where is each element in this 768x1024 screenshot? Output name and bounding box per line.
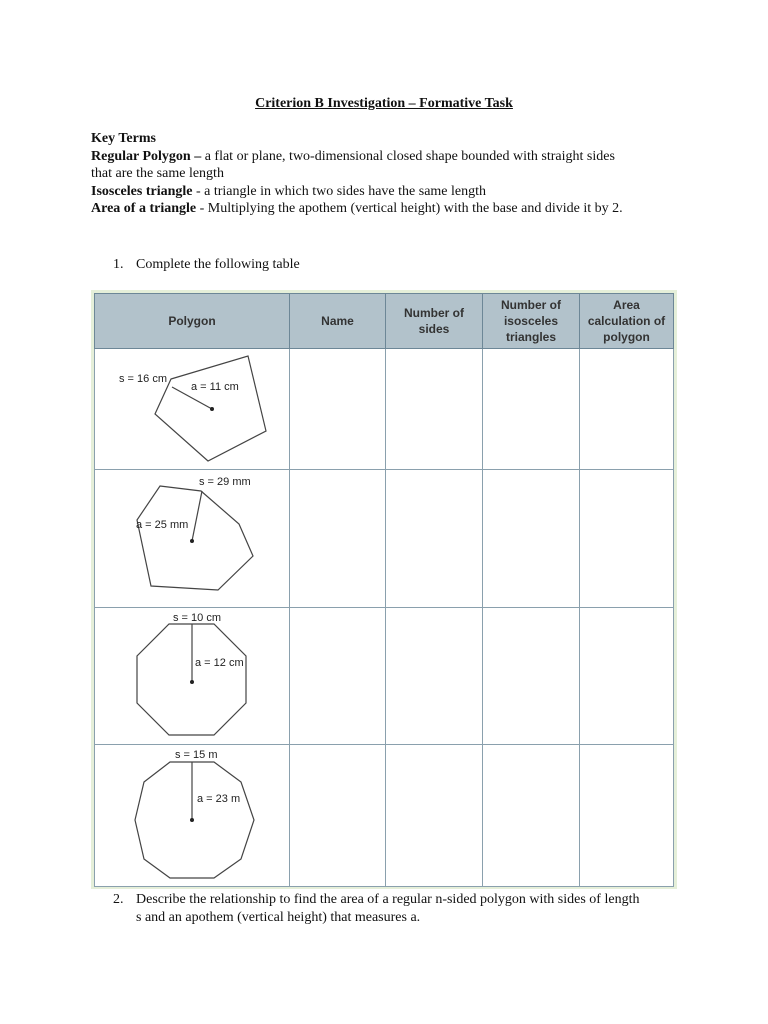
octagon-figure bbox=[95, 608, 289, 744]
question-2-line2: s and an apothem (vertical height) that measures a. bbox=[136, 909, 421, 925]
apothem-label: a = 23 m bbox=[197, 793, 241, 805]
side-label: s = 10 cm bbox=[173, 612, 221, 624]
sides-cell[interactable] bbox=[386, 349, 483, 470]
term-regular-polygon: Regular Polygon – bbox=[91, 148, 202, 164]
name-cell[interactable] bbox=[290, 470, 386, 608]
table-header-row bbox=[95, 294, 674, 349]
polygon-cell-decagon bbox=[95, 745, 290, 887]
area-cell[interactable] bbox=[580, 608, 674, 745]
polygon-table bbox=[94, 293, 674, 887]
triangles-cell[interactable] bbox=[483, 745, 580, 887]
table-row bbox=[95, 470, 674, 608]
side-label: s = 15 m bbox=[175, 749, 218, 761]
name-cell[interactable] bbox=[290, 608, 386, 745]
header-sides: Number of sides bbox=[386, 294, 483, 349]
triangles-cell[interactable] bbox=[483, 349, 580, 470]
heptagon-figure bbox=[95, 470, 289, 607]
polygon-cell-octagon bbox=[95, 608, 290, 745]
question-2-line1: Describe the relationship to find the area of a regular n-sided polygon with sides of length bbox=[136, 892, 640, 907]
apothem-label: a = 12 cm bbox=[195, 657, 244, 669]
question-1 bbox=[113, 256, 300, 274]
triangles-cell[interactable] bbox=[483, 470, 580, 608]
area-cell[interactable] bbox=[580, 745, 674, 887]
table-row bbox=[95, 608, 674, 745]
name-cell[interactable] bbox=[290, 745, 386, 887]
apothem-label: a = 11 cm bbox=[191, 381, 239, 393]
table-row bbox=[95, 349, 674, 470]
page-title: Criterion B Investigation – Formative Task bbox=[255, 96, 513, 111]
def-area: - Multiplying the apothem (vertical height) with the base and divide it by 2. bbox=[196, 201, 623, 216]
question-1-number: 1. bbox=[113, 257, 124, 272]
sides-cell[interactable] bbox=[386, 608, 483, 745]
header-polygon: Polygon bbox=[95, 294, 290, 349]
sides-cell[interactable] bbox=[386, 470, 483, 608]
term-area: Area of a triangle bbox=[91, 201, 197, 216]
name-cell[interactable] bbox=[290, 349, 386, 470]
triangles-cell[interactable] bbox=[483, 608, 580, 745]
side-label: s = 16 cm bbox=[119, 373, 167, 385]
area-cell[interactable] bbox=[580, 470, 674, 608]
header-name: Name bbox=[290, 294, 386, 349]
header-triangles: Number of isosceles triangles bbox=[483, 294, 580, 349]
side-label: s = 29 mm bbox=[199, 476, 251, 488]
term-isosceles: Isosceles triangle bbox=[91, 183, 193, 199]
polygon-table-frame bbox=[91, 290, 677, 889]
key-terms-heading: Key Terms bbox=[91, 131, 156, 146]
question-2-number: 2. bbox=[113, 892, 124, 907]
polygon-cell-heptagon bbox=[95, 470, 290, 608]
header-area: Area calculation of polygon bbox=[580, 294, 674, 349]
def-regular-polygon: a flat or plane, two-dimensional closed shape bounded with straight sides bbox=[201, 148, 615, 164]
area-cell[interactable] bbox=[580, 349, 674, 470]
key-terms bbox=[91, 130, 691, 218]
pentagon-figure bbox=[95, 349, 289, 469]
decagon-figure bbox=[95, 745, 289, 886]
polygon-cell-pentagon bbox=[95, 349, 290, 470]
def-regular-polygon-cont: that are the same length bbox=[91, 166, 224, 181]
apothem-label: a = 25 mm bbox=[136, 519, 189, 531]
question-1-text: Complete the following table bbox=[136, 257, 300, 272]
sides-cell[interactable] bbox=[386, 745, 483, 887]
table-row bbox=[95, 745, 674, 887]
question-2 bbox=[113, 891, 693, 926]
def-isosceles: - a triangle in which two sides have the same length bbox=[192, 183, 487, 199]
